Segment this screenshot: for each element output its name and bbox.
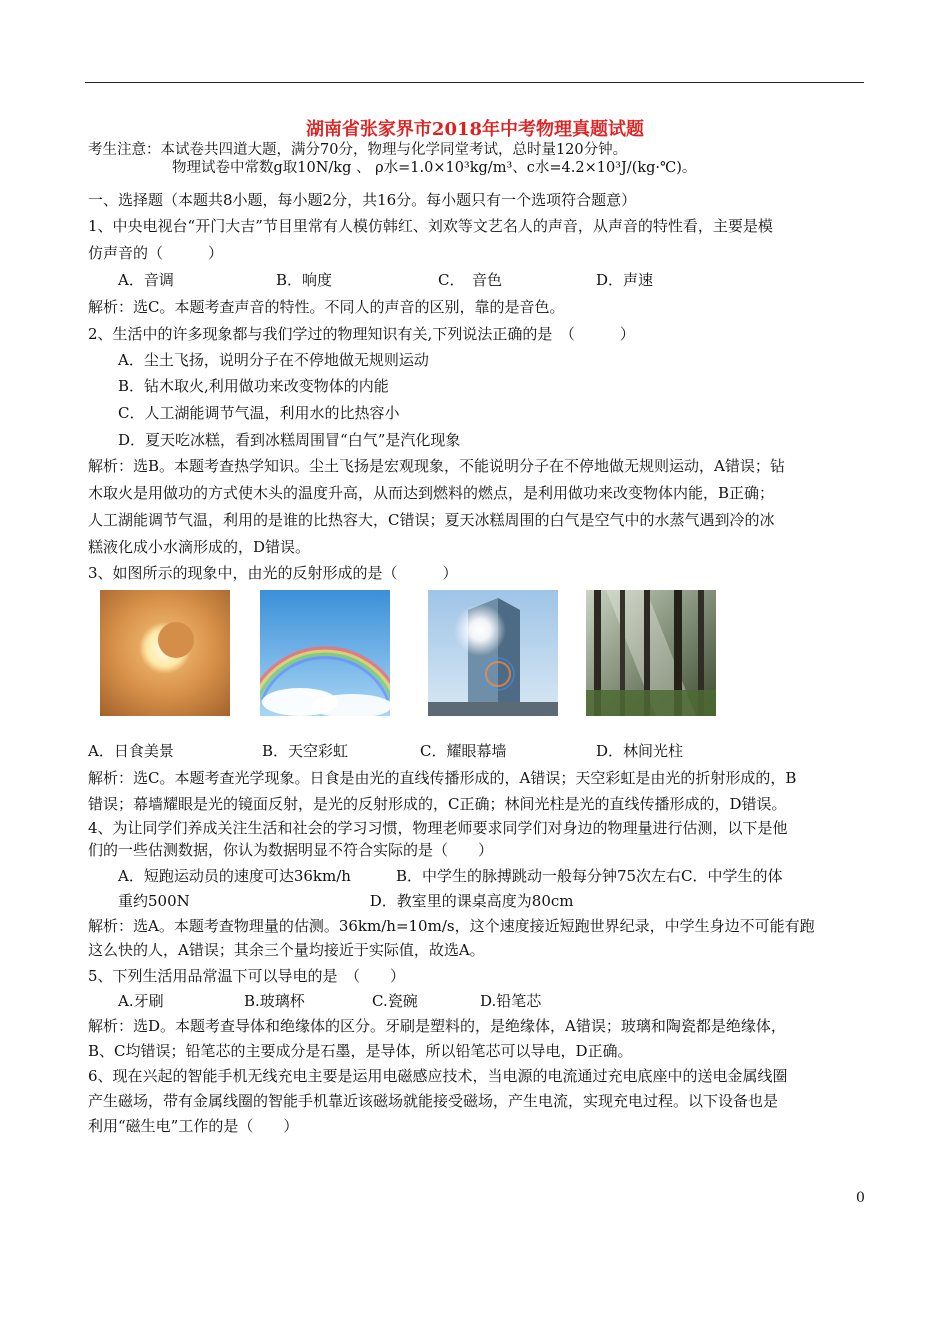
q2-analysis-line-4: 糕液化成小水滴形成的，D错误。 bbox=[88, 538, 311, 556]
q2-analysis-line-3: 人工湖能调节气温，利用的是谁的比热容大，C错误；夏天冰糕周围的白气是空气中的水蒸气遇到冷的冰 bbox=[88, 511, 775, 529]
header-rule bbox=[85, 82, 864, 83]
q1-option-d: D．声速 bbox=[596, 271, 654, 289]
q6-stem-line-2: 产生磁场，带有金属线圈的智能手机靠近该磁场就能接受磁场，产生电流，实现充电过程。以下设备也是 bbox=[88, 1092, 779, 1110]
q3-option-b: B．天空彩虹 bbox=[262, 742, 349, 760]
q5-analysis-line-1: 解析：选D。本题考查导体和绝缘体的区分。牙刷是塑料的，是绝缘体，A错误；玻璃和陶瓷都是绝缘体， bbox=[88, 1017, 786, 1035]
q2-stem: 2、生活中的许多现象都与我们学过的物理知识有关,下列说法正确的是 （ ） bbox=[88, 325, 635, 343]
q3-stem: 3、如图所示的现象中，由光的反射形成的是（ ） bbox=[88, 564, 458, 582]
notice-line-2: 物理试卷中常数g取10N/kg 、 ρ水=1.0×10³kg/m³、c水=4.2×10³J/(kg·℃)。 bbox=[172, 160, 697, 176]
q5-stem: 5、下列生活用品常温下可以导电的是 （ ） bbox=[88, 967, 406, 985]
q4-analysis-line-1: 解析：选A。本题考查物理量的估测。36km/h=10m/s，这个速度接近短跑世界纪录，中学生身边不可能有跑 bbox=[88, 917, 815, 935]
q3-analysis-line-2: 错误；幕墙耀眼是光的镜面反射，是光的反射形成的，C正确；林间光柱是光的直线传播形成的，D错误。 bbox=[88, 795, 787, 813]
q1-analysis: 解析：选C。本题考查声音的特性。不同人的声音的区别，靠的是音色。 bbox=[88, 298, 565, 316]
q4-stem-line-2: 们的一些估测数据，你认为数据明显不符合实际的是（ ） bbox=[88, 841, 494, 859]
section-heading: 一、选择题（本题共8小题，每小题2分，共16分。每小题只有一个选项符合题意） bbox=[88, 191, 637, 209]
q3-analysis-line-1: 解析：选C。本题考查光学现象。日食是由光的直线传播形成的，A错误；天空彩虹是由光的折射形成的，B bbox=[88, 769, 797, 787]
q4-analysis-line-2: 这么快的人，A错误；其余三个量均接近于实际值，故选A。 bbox=[88, 941, 485, 959]
q2-analysis-line-1: 解析：选B。本题考查热学知识。尘土飞扬是宏观现象，不能说明分子在不停地做无规则运动，A错误；钻 bbox=[88, 457, 785, 475]
glass-curtain-wall-photo bbox=[428, 590, 558, 716]
q1-stem-line-2: 仿声音的（ ） bbox=[88, 244, 224, 262]
q4-stem-line-1: 4、为让同学们养成关注生活和社会的学习习惯，物理老师要求同学们对身边的物理量进行估测，以下是他 bbox=[88, 819, 788, 837]
q2-option-a: A．尘土飞扬，说明分子在不停地做无规则运动 bbox=[118, 351, 429, 369]
q2-option-d: D．夏天吃冰糕，看到冰糕周围冒“白气”是汽化现象 bbox=[118, 431, 461, 449]
q1-stem-line-1: 1、中央电视台“开门大吉”节目里常有人模仿韩红、刘欢等文艺名人的声音，从声音的特性看，主要是模 bbox=[88, 217, 773, 235]
q3-option-a: A．日食美景 bbox=[88, 742, 174, 760]
q3-option-d: D．林间光柱 bbox=[596, 742, 684, 760]
page-title: 湖南省张家界市2018年中考物理真题试题 bbox=[305, 119, 645, 140]
q6-stem-line-1: 6、现在兴起的智能手机无线充电主要是运用电磁感应技术，当电源的电流通过充电底座中的送电金属线圈 bbox=[88, 1067, 788, 1085]
notice-line-1: 考生注意：本试卷共四道大题，满分70分，物理与化学同堂考试，总时量120分钟。 bbox=[88, 142, 628, 158]
forest-light-photo bbox=[586, 590, 716, 716]
q5-option-b: B.玻璃杯 bbox=[244, 992, 305, 1010]
rainbow-photo bbox=[260, 590, 390, 716]
q6-stem-line-3: 利用“磁生电”工作的是（ ） bbox=[88, 1117, 299, 1135]
q1-option-c: C． 音色 bbox=[438, 271, 502, 289]
q4-options-line-2: 重约500N D．教室里的课桌高度为80cm bbox=[118, 892, 574, 910]
q1-option-b: B．响度 bbox=[276, 271, 333, 289]
q5-option-a: A.牙刷 bbox=[118, 992, 164, 1010]
q2-option-c: C．人工湖能调节气温，利用水的比热容小 bbox=[118, 404, 400, 422]
q3-option-c: C．耀眼幕墙 bbox=[420, 742, 507, 760]
q5-option-c: C.瓷碗 bbox=[372, 992, 418, 1010]
q2-analysis-line-2: 木取火是用做功的方式使木头的温度升高，从而达到燃料的燃点，是利用做功来改变物体内能，B正确； bbox=[88, 484, 775, 502]
page-number: 0 bbox=[856, 1190, 865, 1206]
q4-options-line-1: A．短跑运动员的速度可达36km/h B．中学生的脉搏跳动一般每分钟75次左右C．中学生的体 bbox=[118, 867, 783, 885]
q1-option-a: A．音调 bbox=[118, 271, 174, 289]
eclipse-photo bbox=[100, 590, 230, 716]
q5-option-d: D.铅笔芯 bbox=[480, 992, 542, 1010]
q2-option-b: B．钻木取火,利用做功来改变物体的内能 bbox=[118, 377, 389, 395]
q5-analysis-line-2: B、C均错误；铅笔芯的主要成分是石墨，是导体，所以铅笔芯可以导电，D正确。 bbox=[88, 1042, 633, 1060]
